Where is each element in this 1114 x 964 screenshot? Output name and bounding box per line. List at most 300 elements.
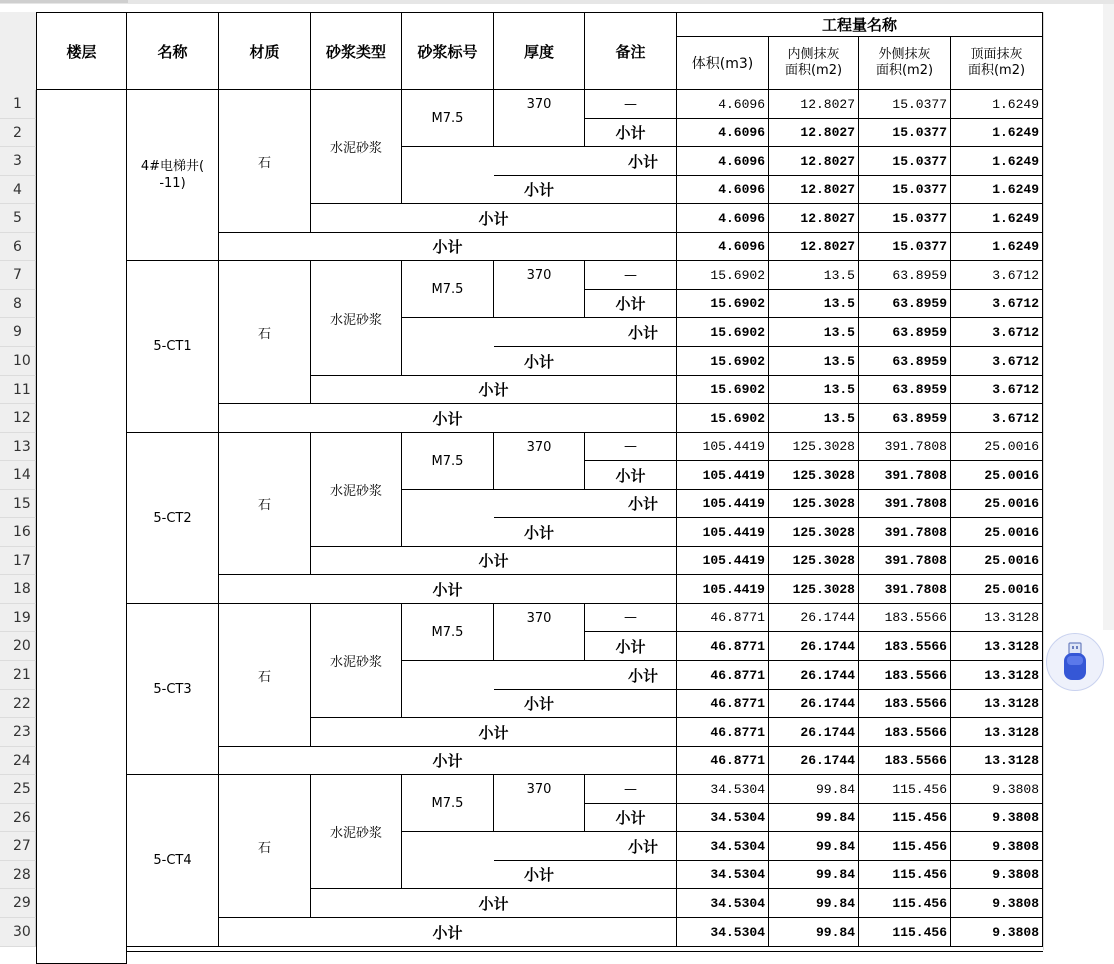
- thickness-cell[interactable]: [494, 433, 585, 490]
- value-volume-cell[interactable]: [677, 889, 769, 918]
- value-inner-cell[interactable]: [769, 119, 859, 147]
- value-outer-cell[interactable]: [859, 290, 951, 318]
- value-inner-cell[interactable]: [769, 604, 859, 632]
- header-name-label: 名称: [157, 42, 188, 61]
- value-top-cell[interactable]: [951, 433, 1043, 461]
- value-volume-cell[interactable]: [677, 661, 769, 690]
- value-outer: 115.456: [892, 781, 947, 797]
- header-floor-label: 楼层: [66, 42, 97, 61]
- value-volume: 46.8771: [710, 724, 765, 740]
- header-outer-area[interactable]: [859, 37, 951, 90]
- subtotal-label: 小计: [615, 466, 646, 485]
- mortar-type-cell[interactable]: [311, 604, 402, 718]
- value-outer-cell[interactable]: [859, 490, 951, 518]
- header-top-area[interactable]: [951, 37, 1043, 90]
- subtotal-label: 小计: [615, 809, 646, 827]
- value-volume-cell[interactable]: [677, 147, 769, 176]
- row-number[interactable]: 15: [0, 490, 36, 518]
- value-top-cell[interactable]: [951, 261, 1043, 290]
- mortar-grade-cell[interactable]: [402, 261, 494, 318]
- row-number[interactable]: 3: [0, 147, 36, 176]
- subtotal-cell[interactable]: [402, 861, 677, 889]
- value-inner: 125.3028: [792, 553, 855, 568]
- value-volume-cell[interactable]: [677, 632, 769, 661]
- floor-cell[interactable]: [36, 90, 127, 964]
- value-outer: 183.5566: [884, 638, 947, 654]
- value-volume-cell[interactable]: [677, 718, 769, 747]
- value-outer-cell[interactable]: [859, 461, 951, 490]
- value-outer-cell[interactable]: [859, 147, 951, 176]
- value-top: 25.0016: [984, 553, 1039, 568]
- value-top-cell[interactable]: [951, 204, 1043, 233]
- value-outer-cell[interactable]: [859, 889, 951, 918]
- row-number[interactable]: 24: [0, 747, 36, 775]
- value-top-cell[interactable]: [951, 547, 1043, 575]
- value-top-cell[interactable]: [951, 119, 1043, 147]
- value-inner-cell[interactable]: [769, 861, 859, 889]
- value-top: 13.3128: [984, 638, 1039, 654]
- subtotal-cell[interactable]: [311, 547, 677, 575]
- value-top-cell[interactable]: [951, 889, 1043, 918]
- subtotal-label: 小计: [615, 295, 646, 313]
- value-volume: 4.6096: [718, 153, 765, 169]
- value-outer-cell[interactable]: [859, 261, 951, 290]
- value-inner-cell[interactable]: [769, 632, 859, 661]
- value-top-cell[interactable]: [951, 747, 1043, 775]
- subtotal-cell[interactable]: [494, 832, 677, 861]
- row-number[interactable]: 30: [0, 918, 36, 947]
- row-number[interactable]: 21: [0, 661, 36, 690]
- subtotal-label: 小计: [432, 580, 463, 599]
- mortar-type-cell[interactable]: [311, 261, 402, 376]
- header-thickness[interactable]: [494, 12, 585, 90]
- subtotal-cell[interactable]: [585, 804, 677, 832]
- value-volume-cell[interactable]: [677, 918, 769, 947]
- value-inner-cell[interactable]: [769, 661, 859, 690]
- value-volume-cell[interactable]: [677, 347, 769, 376]
- value-volume-cell[interactable]: [677, 90, 769, 119]
- value-inner-cell[interactable]: [769, 176, 859, 204]
- header-top-line1: 顶面抹灰: [970, 47, 1023, 62]
- value-outer-cell[interactable]: [859, 747, 951, 775]
- material-cell[interactable]: [219, 261, 311, 404]
- subtotal-cell[interactable]: [494, 318, 677, 347]
- value-top-cell[interactable]: [951, 176, 1043, 204]
- value-volume-cell[interactable]: [677, 747, 769, 775]
- thickness-cell[interactable]: [494, 775, 585, 832]
- value-volume: 105.4419: [702, 467, 765, 483]
- value-inner: 12.8027: [800, 96, 855, 112]
- subtotal-label: 小计: [627, 495, 658, 513]
- row-number[interactable]: 22: [0, 690, 36, 718]
- value-outer: 63.8959: [892, 410, 947, 426]
- value-top: 9.3808: [992, 838, 1039, 854]
- value-inner-cell[interactable]: [769, 518, 859, 547]
- subtotal-cell[interactable]: [219, 747, 677, 775]
- value-top-cell[interactable]: [951, 318, 1043, 347]
- subtotal-cell[interactable]: [219, 918, 677, 947]
- value-volume: 34.5304: [710, 895, 765, 911]
- value-top-cell[interactable]: [951, 347, 1043, 376]
- item-name-cell[interactable]: [127, 775, 219, 947]
- value-volume-cell[interactable]: [677, 261, 769, 290]
- header-volume[interactable]: [677, 37, 769, 90]
- value-inner-cell[interactable]: [769, 90, 859, 119]
- value-top: 13.3128: [984, 696, 1039, 711]
- value-top: 25.0016: [984, 439, 1039, 454]
- value-volume-cell[interactable]: [677, 490, 769, 518]
- value-volume: 4.6096: [718, 125, 765, 140]
- value-outer-cell[interactable]: [859, 690, 951, 718]
- value-top-cell[interactable]: [951, 661, 1043, 690]
- value-outer: 63.8959: [892, 353, 947, 369]
- value-inner-cell[interactable]: [769, 718, 859, 747]
- value-top-cell[interactable]: [951, 918, 1043, 947]
- value-outer-cell[interactable]: [859, 376, 951, 404]
- value-outer-cell[interactable]: [859, 233, 951, 261]
- value-volume-cell[interactable]: [677, 804, 769, 832]
- value-top: 13.3128: [984, 753, 1039, 768]
- value-inner: 125.3028: [792, 467, 855, 483]
- row-number[interactable]: 8: [0, 290, 36, 318]
- value-inner: 26.1744: [800, 753, 855, 768]
- value-top-cell[interactable]: [951, 376, 1043, 404]
- value-top-cell[interactable]: [951, 490, 1043, 518]
- value-outer-cell[interactable]: [859, 804, 951, 832]
- value-volume: 46.8771: [710, 638, 765, 654]
- mortar-grade-cell[interactable]: [402, 90, 494, 147]
- subtotal-cell[interactable]: [219, 575, 677, 604]
- value-volume: 15.6902: [710, 296, 765, 311]
- subtotal-cell[interactable]: [402, 347, 677, 376]
- subtotal-label: 小计: [432, 238, 463, 256]
- row-number[interactable]: 14: [0, 461, 36, 490]
- header-material[interactable]: [219, 12, 311, 90]
- value-outer-cell[interactable]: [859, 204, 951, 233]
- row-number[interactable]: 28: [0, 861, 36, 889]
- value-volume-cell[interactable]: [677, 404, 769, 433]
- subtotal-cell[interactable]: [494, 490, 677, 518]
- value-inner: 99.84: [815, 838, 855, 854]
- value-inner-cell[interactable]: [769, 318, 859, 347]
- item-name-line1: 4#电梯井(: [140, 159, 205, 174]
- mortar-type-cell[interactable]: [311, 433, 402, 547]
- subtotal-cell[interactable]: [402, 518, 677, 547]
- row-number[interactable]: 7: [0, 261, 36, 290]
- value-inner-cell[interactable]: [769, 290, 859, 318]
- material-cell[interactable]: [219, 433, 311, 575]
- remark-cell[interactable]: [585, 775, 677, 804]
- row-number[interactable]: 5: [0, 204, 36, 233]
- remark-cell[interactable]: [585, 90, 677, 119]
- subtotal-cell[interactable]: [585, 461, 677, 490]
- vertical-scrollbar[interactable]: [1103, 4, 1114, 630]
- header-outer-line1: 外侧抹灰: [878, 47, 931, 62]
- header-floor[interactable]: [36, 12, 127, 90]
- next-group-border: [127, 951, 1043, 952]
- value-volume-cell[interactable]: [677, 775, 769, 804]
- value-volume-cell[interactable]: [677, 690, 769, 718]
- value-inner-cell[interactable]: [769, 775, 859, 804]
- row-number[interactable]: 13: [0, 433, 36, 461]
- remark-cell[interactable]: [585, 261, 677, 290]
- row-number[interactable]: 29: [0, 889, 36, 918]
- value-inner-cell[interactable]: [769, 918, 859, 947]
- item-name-cell[interactable]: [127, 90, 219, 261]
- row-number[interactable]: 2: [0, 119, 36, 147]
- value-inner-cell[interactable]: [769, 832, 859, 861]
- value-volume-cell[interactable]: [677, 233, 769, 261]
- value-inner-cell[interactable]: [769, 747, 859, 775]
- subtotal-cell[interactable]: [494, 661, 677, 690]
- value-outer-cell[interactable]: [859, 861, 951, 889]
- subtotal-cell[interactable]: [402, 690, 677, 718]
- row-number[interactable]: 27: [0, 832, 36, 861]
- item-name-cell[interactable]: [127, 433, 219, 604]
- row-number[interactable]: 17: [0, 547, 36, 575]
- row-number[interactable]: 10: [0, 347, 36, 376]
- row-number[interactable]: 16: [0, 518, 36, 547]
- material-cell[interactable]: [219, 604, 311, 747]
- value-volume-cell[interactable]: [677, 433, 769, 461]
- subtotal-label: 小计: [432, 409, 463, 428]
- row-number[interactable]: 26: [0, 804, 36, 832]
- material-value: 石: [257, 669, 271, 685]
- mortar-grade-value: M7.5: [431, 795, 464, 811]
- row-number[interactable]: 12: [0, 404, 36, 433]
- header-remark[interactable]: [585, 12, 677, 90]
- value-inner-cell[interactable]: [769, 204, 859, 233]
- value-top: 9.3808: [992, 810, 1039, 825]
- header-mortar-type-label: 砂浆类型: [325, 42, 386, 61]
- subtotal-cell[interactable]: [219, 233, 677, 261]
- value-inner-cell[interactable]: [769, 690, 859, 718]
- value-top-cell[interactable]: [951, 632, 1043, 661]
- subtotal-label: 小计: [627, 666, 658, 685]
- value-top: 9.3808: [992, 781, 1039, 797]
- value-outer-cell[interactable]: [859, 918, 951, 947]
- thickness-cell[interactable]: [494, 90, 585, 147]
- value-inner: 13.5: [823, 296, 855, 311]
- value-volume: 34.5304: [710, 924, 765, 940]
- row-number[interactable]: 6: [0, 233, 36, 261]
- value-top-cell[interactable]: [951, 861, 1043, 889]
- header-mortar-type[interactable]: [311, 12, 402, 90]
- subtotal-label: 小计: [478, 381, 509, 399]
- value-top-cell[interactable]: [951, 290, 1043, 318]
- row-number[interactable]: 25: [0, 775, 36, 804]
- value-volume-cell[interactable]: [677, 119, 769, 147]
- value-inner-cell[interactable]: [769, 889, 859, 918]
- value-volume-cell[interactable]: [677, 575, 769, 604]
- value-inner-cell[interactable]: [769, 261, 859, 290]
- header-material-label: 材质: [249, 42, 280, 61]
- value-top: 13.3128: [984, 610, 1039, 625]
- subtotal-cell[interactable]: [585, 119, 677, 147]
- remark-cell[interactable]: [585, 433, 677, 461]
- value-top-cell[interactable]: [951, 147, 1043, 176]
- row-number[interactable]: 11: [0, 376, 36, 404]
- value-inner-cell[interactable]: [769, 433, 859, 461]
- row-number[interactable]: 23: [0, 718, 36, 747]
- header-name[interactable]: [127, 12, 219, 90]
- mortar-grade-cell[interactable]: [402, 775, 494, 832]
- value-top-cell[interactable]: [951, 404, 1043, 433]
- material-cell[interactable]: [219, 775, 311, 918]
- row-number[interactable]: 18: [0, 575, 36, 604]
- row-number[interactable]: 9: [0, 318, 36, 347]
- subtotal-cell[interactable]: [311, 718, 677, 747]
- mortar-type-cell[interactable]: [311, 90, 402, 204]
- value-outer-cell[interactable]: [859, 433, 951, 461]
- value-inner-cell[interactable]: [769, 147, 859, 176]
- value-volume-cell[interactable]: [677, 604, 769, 632]
- value-top-cell[interactable]: [951, 518, 1043, 547]
- value-volume: 105.4419: [702, 496, 765, 511]
- item-name-line1: 5-CT4: [153, 853, 192, 868]
- subtotal-cell[interactable]: [402, 176, 677, 204]
- subtotal-cell[interactable]: [311, 204, 677, 233]
- value-volume-cell[interactable]: [677, 461, 769, 490]
- mortar-type-value: 水泥砂浆: [329, 655, 382, 670]
- item-name-cell[interactable]: [127, 261, 219, 433]
- value-volume-cell[interactable]: [677, 318, 769, 347]
- usb-drive-icon[interactable]: [1046, 633, 1104, 691]
- subtotal-cell[interactable]: [585, 290, 677, 318]
- corner-header: [0, 12, 37, 90]
- value-volume-cell[interactable]: [677, 376, 769, 404]
- value-inner-cell[interactable]: [769, 233, 859, 261]
- value-outer: 15.0377: [892, 210, 947, 226]
- header-mortar-grade-label: 砂浆标号: [417, 42, 478, 61]
- item-name-line2: -11): [159, 176, 186, 191]
- value-outer: 15.0377: [892, 96, 947, 112]
- subtotal-cell[interactable]: [311, 376, 677, 404]
- value-inner-cell[interactable]: [769, 376, 859, 404]
- value-inner-cell[interactable]: [769, 575, 859, 604]
- subtotal-label: 小计: [615, 637, 646, 656]
- mortar-type-cell[interactable]: [311, 775, 402, 889]
- mortar-grade-value: M7.5: [431, 110, 464, 126]
- value-top-cell[interactable]: [951, 832, 1043, 861]
- toolbar-strip: [0, 0, 1114, 4]
- value-top-cell[interactable]: [951, 90, 1043, 119]
- value-inner-cell[interactable]: [769, 547, 859, 575]
- row-number[interactable]: 1: [0, 90, 36, 119]
- value-outer-cell[interactable]: [859, 318, 951, 347]
- value-outer-cell[interactable]: [859, 176, 951, 204]
- subtotal-cell[interactable]: [311, 889, 677, 918]
- subtotal-label: 小计: [478, 894, 509, 913]
- value-volume: 46.8771: [710, 667, 765, 683]
- row-number[interactable]: 19: [0, 604, 36, 632]
- header-mortar-grade[interactable]: [402, 12, 494, 90]
- header-quantity-group[interactable]: [677, 12, 1043, 37]
- value-top-cell[interactable]: [951, 575, 1043, 604]
- value-top-cell[interactable]: [951, 233, 1043, 261]
- value-top-cell[interactable]: [951, 690, 1043, 718]
- subtotal-cell[interactable]: [494, 147, 677, 176]
- value-outer: 63.8959: [892, 296, 947, 311]
- value-outer-cell[interactable]: [859, 347, 951, 376]
- value-top: 25.0016: [984, 524, 1039, 540]
- value-outer-cell[interactable]: [859, 632, 951, 661]
- header-inner-area[interactable]: [769, 37, 859, 90]
- mortar-grade-cell[interactable]: [402, 604, 494, 661]
- value-outer: 115.456: [892, 895, 947, 911]
- value-inner: 125.3028: [792, 581, 855, 597]
- value-inner: 12.8027: [800, 239, 855, 254]
- value-outer: 391.7808: [884, 467, 947, 483]
- value-volume: 4.6096: [718, 239, 765, 254]
- value-volume: 15.6902: [710, 267, 765, 283]
- toolbar-cap: [0, 0, 128, 3]
- mortar-type-value: 水泥砂浆: [329, 141, 382, 156]
- value-outer-cell[interactable]: [859, 661, 951, 690]
- value-outer-cell[interactable]: [859, 518, 951, 547]
- subtotal-label: 小计: [523, 523, 554, 542]
- value-inner-cell[interactable]: [769, 461, 859, 490]
- value-top-cell[interactable]: [951, 804, 1043, 832]
- value-inner-cell[interactable]: [769, 347, 859, 376]
- value-outer-cell[interactable]: [859, 404, 951, 433]
- value-top-cell[interactable]: [951, 604, 1043, 632]
- value-volume-cell[interactable]: [677, 547, 769, 575]
- subtotal-label: 小计: [627, 837, 658, 856]
- material-cell[interactable]: [219, 90, 311, 233]
- value-inner-cell[interactable]: [769, 404, 859, 433]
- remark-dash: —: [624, 439, 637, 454]
- thickness-value: 370: [526, 782, 552, 797]
- value-volume-cell[interactable]: [677, 290, 769, 318]
- row-number[interactable]: 4: [0, 176, 36, 204]
- usb-drive-glyph: [1061, 642, 1089, 682]
- value-outer-cell[interactable]: [859, 718, 951, 747]
- value-outer-cell[interactable]: [859, 119, 951, 147]
- value-outer-cell[interactable]: [859, 604, 951, 632]
- value-top-cell[interactable]: [951, 718, 1043, 747]
- mortar-grade-cell[interactable]: [402, 433, 494, 490]
- value-inner-cell[interactable]: [769, 490, 859, 518]
- value-volume: 105.4419: [702, 553, 765, 568]
- value-top-cell[interactable]: [951, 775, 1043, 804]
- subtotal-cell[interactable]: [585, 632, 677, 661]
- value-top-cell[interactable]: [951, 461, 1043, 490]
- value-volume-cell[interactable]: [677, 518, 769, 547]
- value-volume-cell[interactable]: [677, 204, 769, 233]
- value-volume-cell[interactable]: [677, 832, 769, 861]
- thickness-value: 370: [526, 97, 552, 112]
- remark-cell[interactable]: [585, 604, 677, 632]
- value-top: 25.0016: [984, 496, 1039, 511]
- row-number[interactable]: 20: [0, 632, 36, 661]
- value-outer-cell[interactable]: [859, 90, 951, 119]
- value-outer-cell[interactable]: [859, 832, 951, 861]
- thickness-cell[interactable]: [494, 604, 585, 661]
- value-outer-cell[interactable]: [859, 547, 951, 575]
- remark-dash: —: [624, 267, 637, 283]
- item-name-cell[interactable]: [127, 604, 219, 775]
- value-outer-cell[interactable]: [859, 575, 951, 604]
- value-volume: 15.6902: [710, 410, 765, 426]
- subtotal-cell[interactable]: [219, 404, 677, 433]
- mortar-type-value: 水泥砂浆: [329, 484, 382, 499]
- value-volume-cell[interactable]: [677, 176, 769, 204]
- thickness-cell[interactable]: [494, 261, 585, 318]
- value-volume-cell[interactable]: [677, 861, 769, 889]
- value-inner-cell[interactable]: [769, 804, 859, 832]
- value-outer-cell[interactable]: [859, 775, 951, 804]
